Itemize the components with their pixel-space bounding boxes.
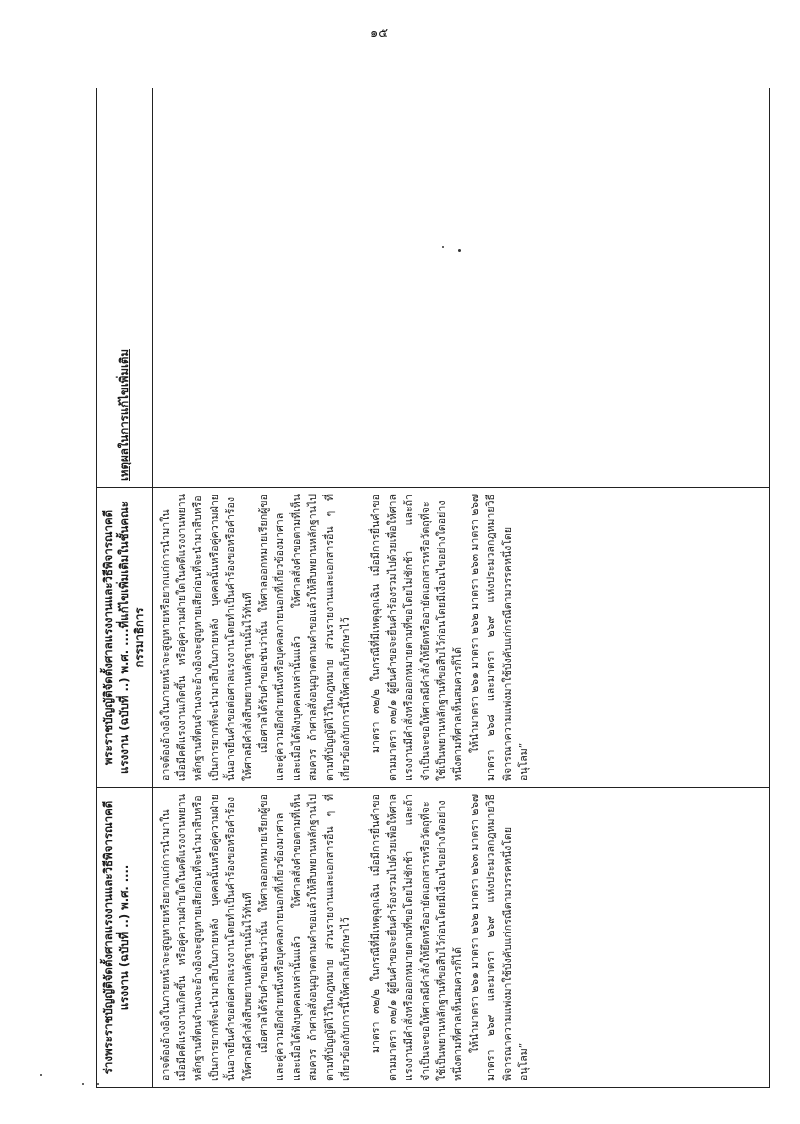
- header-committee-amended: พระราชบัญญัติจัดตั้งศาลแรงงานและวิธีพิจารณาคดีแรงงาน (ฉบับที่ ..) พ.ศ. ....ที่แก้ไขเพิ่มเติมในชั้นคณะกรรมาธิการ: [97, 488, 153, 788]
- cell-reasons: [152, 88, 769, 488]
- scan-speck: [458, 249, 461, 252]
- header-reasons: [97, 88, 153, 488]
- rotated-table-page: [96, 88, 770, 1088]
- draft-paragraph-4: ให้นำมาตรา ๒๖๑ มาตรา ๒๖๒ มาตรา ๒๖๓ มาตรา ๒๖๗ มาตรา ๒๖๙ และมาตรา ๒๖๙ แห่งประมวลกฎหมายวิธีพิจารณาความแพ่งมาใช้บังคับแก่กรณีตามวรรคหนึ่งโดยอนุโลม”: [468, 794, 531, 1081]
- cell-committee-amended: [152, 488, 769, 788]
- content-row: [152, 88, 769, 1088]
- cell-draft-bill: [152, 788, 769, 1088]
- comparison-table-frame: [96, 88, 770, 1088]
- amended-paragraph-4: ให้นำมาตรา ๒๖๑ มาตรา ๒๖๒ มาตรา ๒๖๓ มาตรา ๒๖๗ มาตรา ๒๖๘ และมาตรา ๒๖๙ แห่งประมวลกฎหมายวิธีพิจารณาความแพ่งมาใช้บังคับแก่กรณีตามวรรคหนึ่งโดยอนุโลม”: [468, 494, 531, 781]
- draft-paragraph-1: อาจต้องอ้างอิงในภายหน้าจะสูญหายหรือยากแก่การนำมาในเมื่อมีคดีแรงงานเกิดขึ้น หรือคู่ความฝ่ายใดในคดีแรงงานพยานหลักฐานที่ตนจำนงจะอ้างอิงจะสูญหายเสียก่อนที่จะนำมาสืบหรือเป็นการยากที่จะนำมาสืบในภายหลัง บุคคลนั้นหรือคู่ความฝ่ายนั้นอาจยื่นคำขอต่อศาลแรงงานโดยทำเป็นคำร้องขอหรือคำร้องให้ศาลมีคำสั่งสืบพยานหลักฐานนั้นไว้ทันที: [159, 794, 254, 1081]
- comparison-table: [96, 88, 770, 1088]
- draft-paragraph-section-32-2: มาตรา ๓๒/๒ ในกรณีที่มีเหตุฉุกเฉิน เมื่อมีการยื่นคำขอตามมาตรา ๓๒/๑ ผู้ยื่นคำขอจะยื่นคำร้องรวมไปด้วยเพื่อให้ศาลแรงงานมีคำสั่งหรือออกหมายตามที่ขอโดยไม่ชักช้า และถ้าจำเป็นจะขอให้ศาลมีคำสั่งให้ยึดหรืออายัดเอกสารหรือวัตถุที่จะใช้เป็นพยานหลักฐานที่ขอสืบไว้ก่อนโดยมีเงื่อนไขอย่างใดอย่างหนึ่งตามที่ศาลเห็นสมควรก็ได้: [370, 794, 465, 1081]
- draft-paragraph-2: เมื่อศาลได้รับคำขอเช่นว่านั้น ให้ศาลออกหมายเรียกผู้ขอและคู่ความอีกฝ่ายหนึ่งหรือบุคคลภายนอกที่เกี่ยวข้องมาศาล และเมื่อได้ฟังบุคคลเหล่านั้นแล้ว ให้ศาลสั่งคำขอตามที่เห็นสมควร ถ้าศาลสั่งอนุญาตตามคำขอแล้วให้สืบพยานหลักฐานไปตามที่บัญญัติไว้ในกฎหมาย ส่วนรายงานและเอกสารอื่น ๆ ที่เกี่ยวข้องกับการนี้ให้ศาลเก็บรักษาไว้: [257, 794, 353, 1081]
- scan-speck: [442, 246, 444, 248]
- scan-speck: [97, 1083, 99, 1085]
- scan-speck: [40, 1074, 42, 1076]
- header-draft-bill: ร่างพระราชบัญญัติจัดตั้งศาลแรงงานและวิธีพิจารณาคดีแรงงาน (ฉบับที่ ..) พ.ศ. ....: [97, 788, 153, 1088]
- page-number: ๑๕: [370, 26, 389, 41]
- amended-paragraph-2: เมื่อศาลได้รับคำขอเช่นว่านั้น ให้ศาลออกหมายเรียกผู้ขอและคู่ความอีกฝ่ายหนึ่งหรือบุคคลภายนอกที่เกี่ยวข้องมาศาล และเมื่อได้ฟังบุคคลเหล่านั้นแล้ว ให้ศาลสั่งคำขอตามที่เห็นสมควร ถ้าศาลสั่งอนุญาตตามคำขอแล้วให้สืบพยานหลักฐานไปตามที่บัญญัติไว้ในกฎหมาย ส่วนรายงานและเอกสารอื่น ๆ ที่เกี่ยวข้องกับการนี้ให้ศาลเก็บรักษาไว้: [257, 494, 353, 781]
- amended-paragraph-1: อาจต้องอ้างอิงในภายหน้าจะสูญหายหรือยากแก่การนำมาในเมื่อมีคดีแรงงานเกิดขึ้น หรือคู่ความฝ่ายใดในคดีแรงงานพยานหลักฐานที่ตนจำนงจะอ้างอิงจะสูญหายเสียก่อนที่จะนำมาสืบหรือเป็นการยากที่จะนำมาสืบในภายหลัง บุคคลนั้นหรือคู่ความฝ่ายนั้นอาจยื่นคำขอต่อศาลแรงงานโดยทำเป็นคำร้องขอหรือคำร้องให้ศาลมีคำสั่งสืบพยานหลักฐานนั้นไว้ทันที: [159, 494, 254, 781]
- scan-speck: [82, 1083, 84, 1085]
- amended-paragraph-section-32-2: มาตรา ๓๒/๒ ในกรณีที่มีเหตุฉุกเฉิน เมื่อมีการยื่นคำขอตามมาตรา ๓๒/๑ ผู้ยื่นคำขอจะยื่นคำร้องรวมไปด้วยเพื่อให้ศาลแรงงานมีคำสั่งหรือออกหมายตามที่ขอโดยไม่ชักช้า และถ้าจำเป็นจะขอให้ศาลมีคำสั่งให้ยึดหรืออายัดเอกสารหรือวัตถุที่จะใช้เป็นพยานหลักฐานที่ขอสืบไว้ก่อนโดยมีเงื่อนไขอย่างใดอย่างหนึ่งตามที่ศาลเห็นสมควรก็ได้: [370, 494, 465, 781]
- header-reasons-text: เหตุผลในการแก้ไขเพิ่มเติม: [116, 349, 131, 481]
- header-row: [97, 88, 153, 1088]
